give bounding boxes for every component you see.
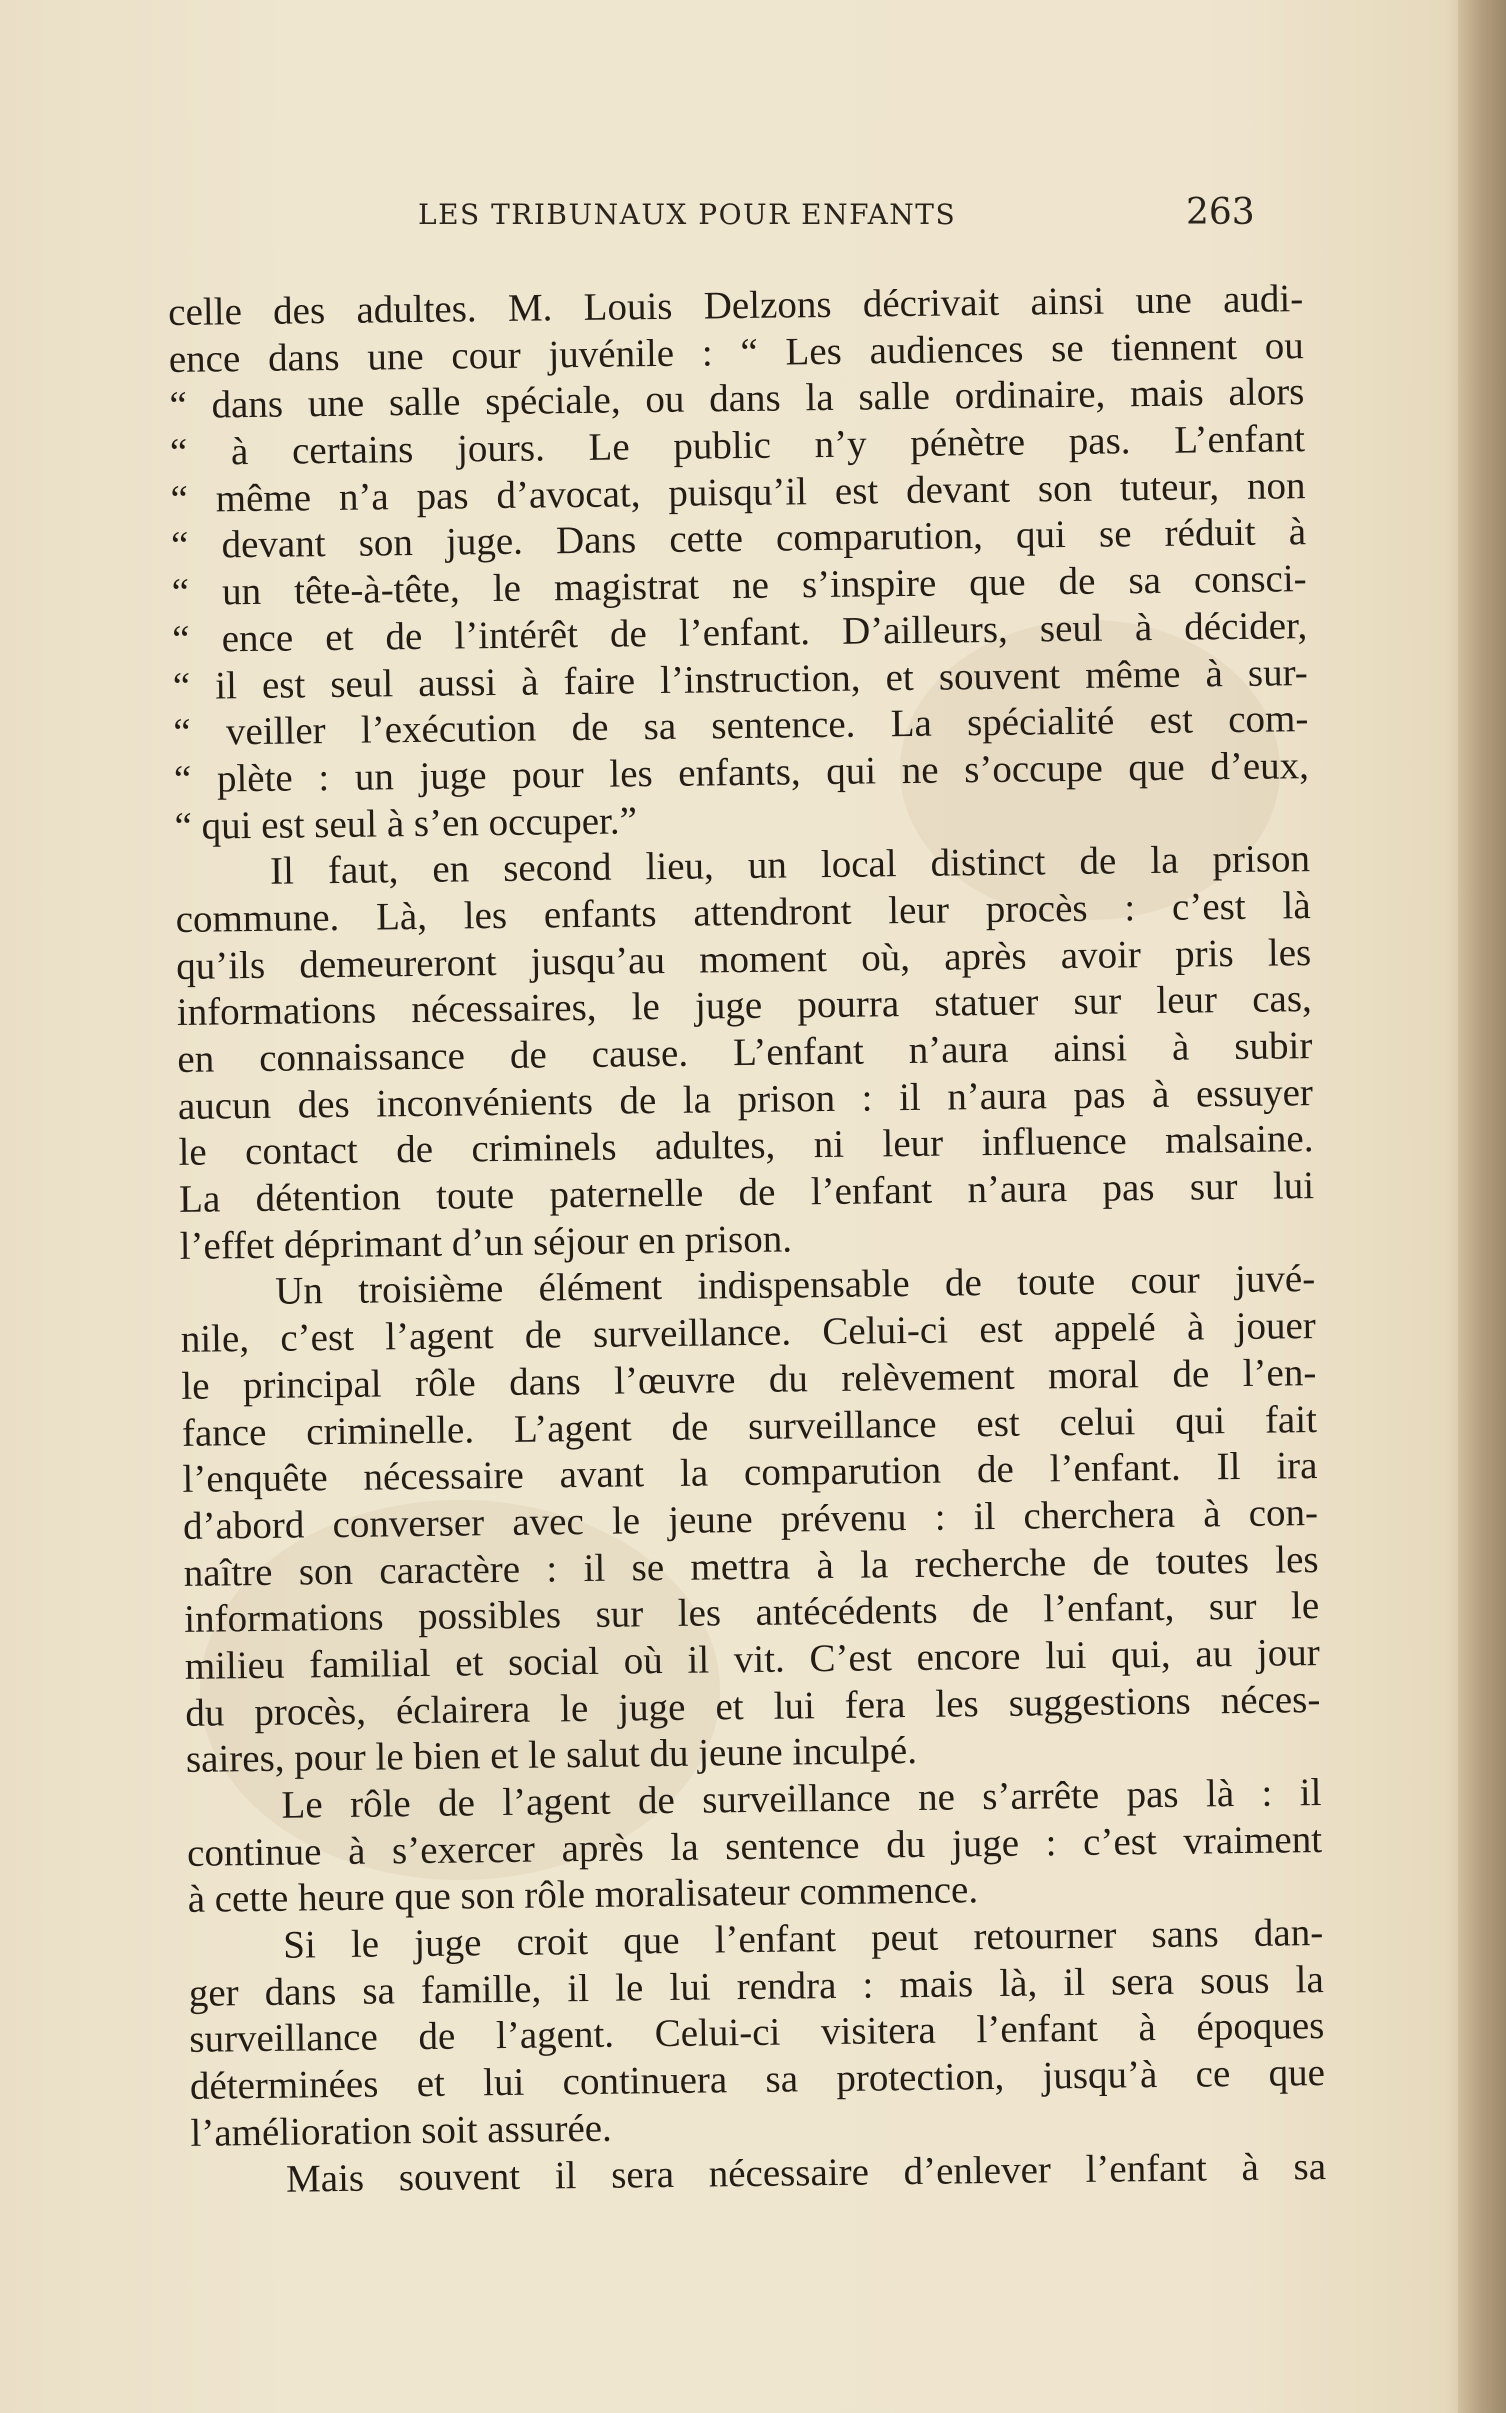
text-line: informations possibles sur les antécédents de l’enfant, sur le bbox=[183, 1584, 1320, 1642]
text-line: qu’ils demeureront jusqu’au moment où, après avoir pris les bbox=[175, 930, 1312, 988]
text-line: informations nécessaires, le juge pourra statuer sur leur cas, bbox=[176, 977, 1313, 1035]
text-line: nile, c’est l’agent de surveillance. Celui-ci est appelé à jouer bbox=[180, 1304, 1317, 1362]
paragraph-first-line: Le rôle de l’agent de surveillance ne s’arrête pas là : il bbox=[281, 1771, 1322, 1827]
text-line: milieu familial et social où il vit. C’est encore lui qui, au jour bbox=[184, 1630, 1320, 1688]
text-line: “ veiller l’exécution de sa sentence. La spécialité est com- bbox=[173, 697, 1309, 755]
text-line: “ à certains jours. Le public n’y pénètre pas. L’enfant bbox=[169, 417, 1306, 475]
text-line: l’amélioration soit assurée. bbox=[190, 2106, 613, 2155]
text-line: “ même n’a pas d’avocat, puisqu’il est devant son tuteur, non bbox=[170, 463, 1306, 521]
text-line: “ il est seul aussi à faire l’instruction, et souvent même à sur- bbox=[172, 650, 1309, 708]
text-line: celle des adultes. M. Louis Delzons décrivait ainsi une audi- bbox=[168, 277, 1304, 334]
text-line: “ qui est seul à s’en occuper.” bbox=[174, 798, 638, 848]
page-edge-shadow bbox=[1458, 0, 1506, 2413]
text-line: La détention toute paternelle de l’enfant n’aura pas sur lui bbox=[178, 1164, 1315, 1221]
text-line: le contact de criminels adultes, ni leur influence malsaine. bbox=[178, 1117, 1314, 1175]
text-line: du procès, éclairera le juge et lui fera les suggestions néces- bbox=[185, 1677, 1321, 1735]
text-line: continue à s’exercer après la sentence du juge : c’est vraiment bbox=[186, 1817, 1323, 1875]
text-line: fance criminelle. L’agent de surveillance est celui qui fait bbox=[181, 1397, 1318, 1455]
text-line: à cette heure que son rôle moralisateur commence. bbox=[187, 1868, 979, 1922]
running-title: LES TRIBUNAUX POUR ENFANTS bbox=[418, 198, 957, 231]
text-line: surveillance de l’agent. Celui-ci visitera l’enfant à époques bbox=[189, 2004, 1325, 2062]
text-line: saires, pour le bien et le salut du jeune inculpé. bbox=[185, 1729, 918, 1782]
paragraph-first-line: Il faut, en second lieu, un local distinct de la prison bbox=[269, 837, 1311, 894]
text-line: l’enquête nécessaire avant la comparution de l’enfant. Il ira bbox=[182, 1444, 1318, 1502]
text-line: l’effet déprimant d’un séjour en prison. bbox=[179, 1217, 793, 1268]
text-line: aucun des inconvénients de la prison : il n’aura pas à essuyer bbox=[177, 1070, 1314, 1128]
text-line: commune. Là, les enfants attendront leur procès : c’est là bbox=[175, 884, 1311, 941]
text-line: d’abord converser avec le jeune prévenu : il cherchera à con- bbox=[182, 1490, 1319, 1548]
text-line: “ plète : un juge pour les enfants, qui ne s’occupe que d’eux, bbox=[173, 743, 1310, 801]
text-line: naître son caractère : il se mettra à la recherche de toutes les bbox=[183, 1537, 1319, 1595]
text-line: en connaissance de cause. L’enfant n’aura ainsi à subir bbox=[177, 1024, 1313, 1081]
body-text bbox=[168, 276, 1326, 2204]
text-line: “ devant son juge. Dans cette comparution, qui se réduit à bbox=[170, 510, 1307, 568]
paragraph-first-line: Mais souvent il sera nécessaire d’enlever l’enfant à sa bbox=[285, 2144, 1327, 2201]
text-line: ence dans une cour juvénile : “ Les audiences se tiennent ou bbox=[168, 323, 1305, 381]
text-line: déterminées et lui continuera sa protection, jusqu’à ce que bbox=[189, 2051, 1326, 2108]
text-line: ger dans sa famille, il le lui rendra : mais là, il sera sous la bbox=[188, 1957, 1324, 2015]
text-line: le principal rôle dans l’œuvre du relèvement moral de l’en- bbox=[181, 1350, 1317, 1408]
text-line: “ un tête-à-tête, le magistrat ne s’inspire que de sa consci- bbox=[171, 557, 1307, 615]
text-line: “ dans une salle spéciale, ou dans la salle ordinaire, mais alors bbox=[169, 370, 1305, 428]
paragraph-first-line: Si le juge croit que l’enfant peut retourner sans dan- bbox=[282, 1911, 1324, 1967]
text-line: “ ence et de l’intérêt de l’enfant. D’ailleurs, seul à décider, bbox=[172, 603, 1308, 661]
page-number: 263 bbox=[1186, 192, 1255, 233]
paragraph-first-line: Un troisième élément indispensable de toute cour juvé- bbox=[274, 1257, 1316, 1314]
